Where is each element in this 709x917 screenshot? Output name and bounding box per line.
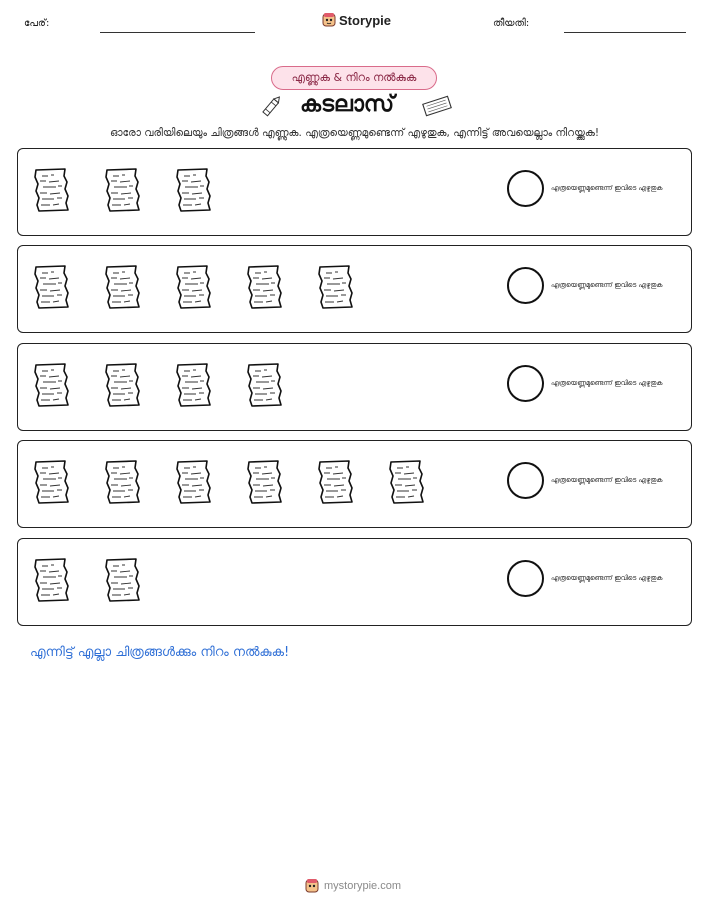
count-row-1 bbox=[17, 148, 692, 236]
color-all-prompt: എന്നിട്ട് എല്ലാ ചിത്രങ്ങൾക്കും നിറം നൽകുക! bbox=[30, 645, 290, 660]
paper-sheet-icon[interactable] bbox=[174, 459, 214, 505]
paper-sheet-icon[interactable] bbox=[174, 362, 214, 408]
answer-circle[interactable] bbox=[507, 170, 544, 207]
name-line[interactable] bbox=[100, 32, 255, 33]
brand-name: Storypie bbox=[339, 12, 392, 28]
brand-logo bbox=[322, 12, 391, 28]
paper-sheet-icon[interactable] bbox=[32, 557, 72, 603]
paper-sheet-icon[interactable] bbox=[103, 264, 143, 310]
count-row-2 bbox=[17, 245, 692, 333]
write-here-label: എത്രയെണ്ണമുണ്ടെന്ന് ഇവിടെ എഴുതുക bbox=[551, 574, 663, 582]
paper-sheet-icon[interactable] bbox=[316, 459, 356, 505]
paper-sheet-icon[interactable] bbox=[245, 264, 285, 310]
write-here-label: എത്രയെണ്ണമുണ്ടെന്ന് ഇവിടെ എഴുതുക bbox=[551, 379, 663, 387]
paper-sheet-icon[interactable] bbox=[103, 459, 143, 505]
paper-sheet-icon[interactable] bbox=[174, 264, 214, 310]
date-line[interactable] bbox=[564, 32, 686, 33]
write-here-label: എത്രയെണ്ണമുണ്ടെന്ന് ഇവിടെ എഴുതുക bbox=[551, 281, 663, 289]
page-header bbox=[0, 0, 709, 50]
answer-circle[interactable] bbox=[507, 267, 544, 304]
crayon-icon bbox=[258, 94, 284, 120]
count-row-5 bbox=[17, 538, 692, 626]
answer-circle[interactable] bbox=[507, 560, 544, 597]
write-here-label: എത്രയെണ്ണമുണ്ടെന്ന് ഇവിടെ എഴുതുക bbox=[551, 184, 663, 192]
eraser-icon bbox=[421, 94, 453, 118]
paper-sheet-icon[interactable] bbox=[316, 264, 356, 310]
paper-sheet-icon[interactable] bbox=[103, 557, 143, 603]
date-label: തീയതി: bbox=[493, 18, 530, 29]
activity-badge: എണ്ണുക & നിറം നൽകുക bbox=[271, 66, 437, 90]
name-label: പേര്: bbox=[24, 18, 50, 29]
paper-sheet-icon[interactable] bbox=[32, 167, 72, 213]
count-row-3 bbox=[17, 343, 692, 431]
paper-sheet-icon[interactable] bbox=[387, 459, 427, 505]
paper-sheet-icon[interactable] bbox=[32, 264, 72, 310]
paper-sheet-icon[interactable] bbox=[174, 167, 214, 213]
footer-url[interactable]: mystorypie.com bbox=[324, 880, 402, 892]
paper-sheet-icon[interactable] bbox=[103, 167, 143, 213]
title-row bbox=[0, 92, 709, 122]
paper-sheet-icon[interactable] bbox=[245, 459, 285, 505]
storypie-mascot-icon bbox=[305, 878, 319, 894]
paper-sheet-icon[interactable] bbox=[32, 459, 72, 505]
paper-sheet-icon[interactable] bbox=[245, 362, 285, 408]
answer-circle[interactable] bbox=[507, 365, 544, 402]
write-here-label: എത്രയെണ്ണമുണ്ടെന്ന് ഇവിടെ എഴുതുക bbox=[551, 476, 663, 484]
paper-sheet-icon[interactable] bbox=[103, 362, 143, 408]
storypie-mascot-icon bbox=[322, 12, 336, 28]
page-title: കടലാസ് bbox=[300, 92, 395, 117]
count-row-4 bbox=[17, 440, 692, 528]
instructions-text: ഓരോ വരിയിലെയും ചിത്രങ്ങൾ എണ്ണുക. എത്രയെണ്ണമുണ്ടെന്ന് എഴുതുക, എന്നിട്ട് അവയെല്ലാം നിറയ്ക്കുക! bbox=[109, 127, 600, 139]
paper-sheet-icon[interactable] bbox=[32, 362, 72, 408]
page-footer bbox=[305, 878, 401, 894]
answer-circle[interactable] bbox=[507, 462, 544, 499]
